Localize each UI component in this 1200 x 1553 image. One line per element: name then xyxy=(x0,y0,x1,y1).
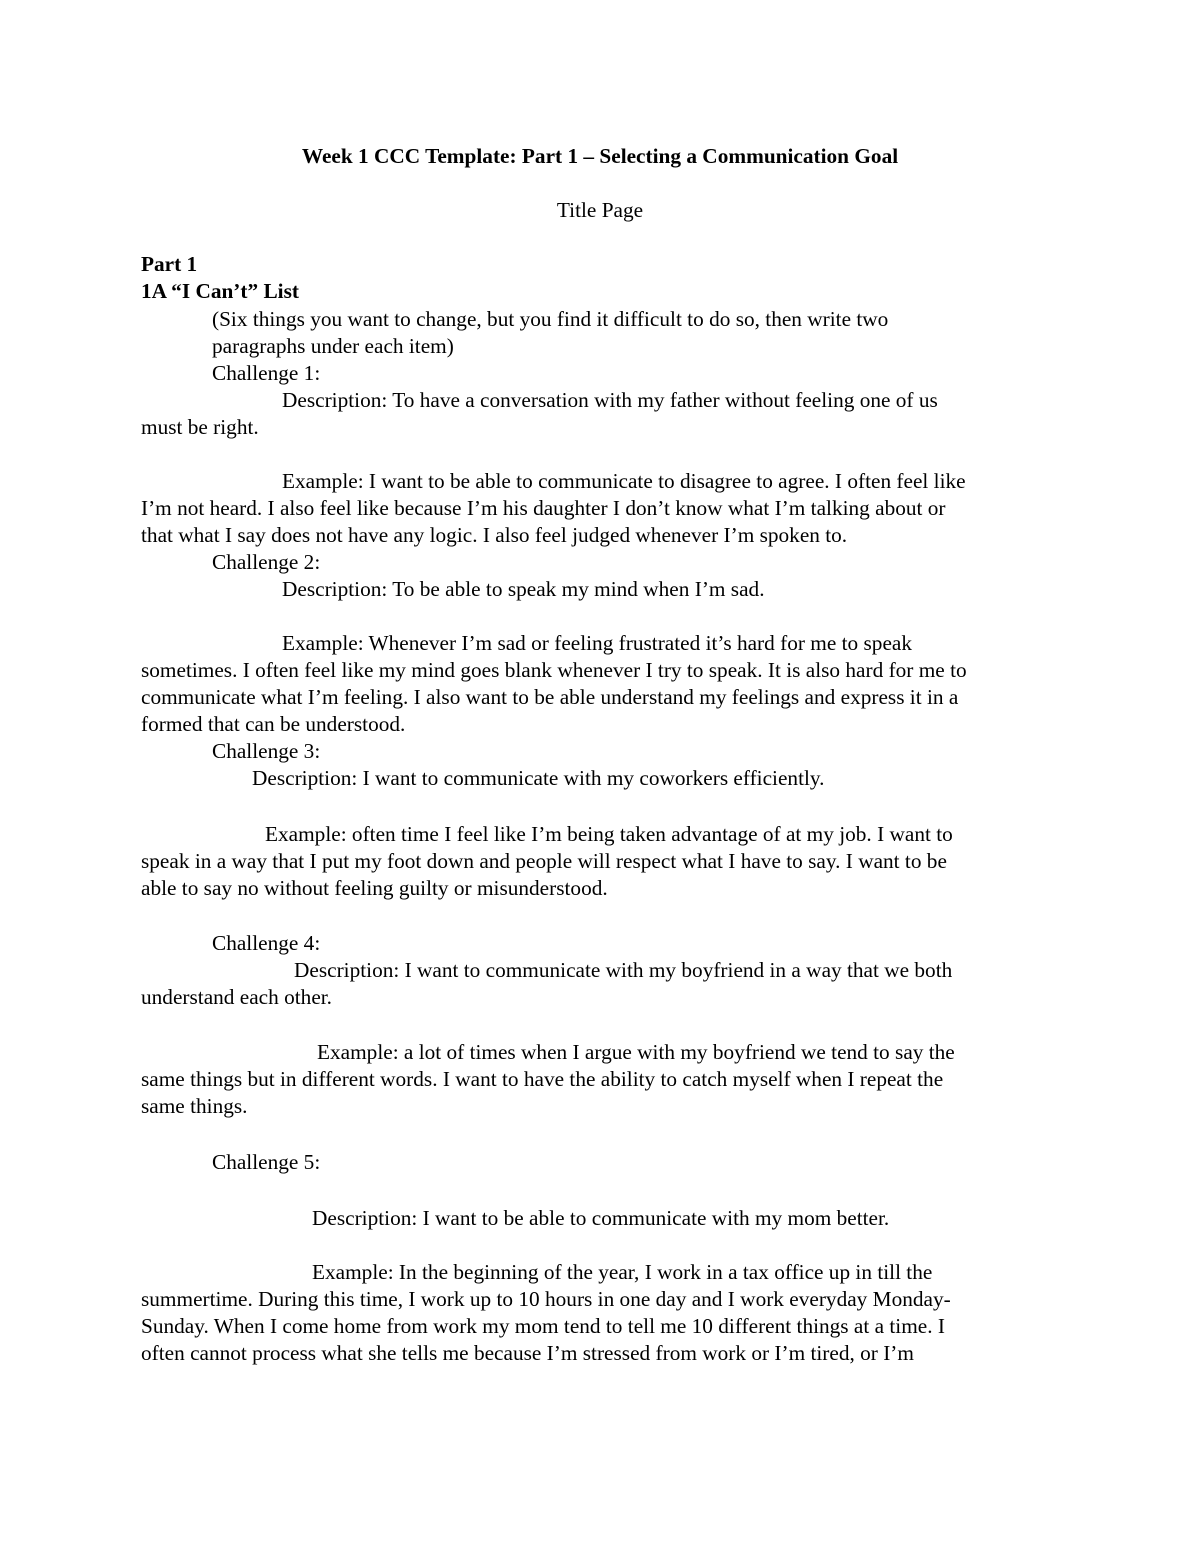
challenge-example: Example: a lot of times when I argue with my boyfriend we tend to say the xyxy=(317,1040,955,1064)
challenge-description: Description: I want to communicate with my boyfriend in a way that we both xyxy=(294,958,953,982)
document-subtitle: Title Page xyxy=(556,198,644,222)
challenge-description: Description: To have a conversation with my father without feeling one of us xyxy=(282,388,938,412)
challenge-label: Challenge 2: xyxy=(212,550,321,574)
instructions-line: (Six things you want to change, but you find it difficult to do so, then write two xyxy=(212,307,889,331)
challenge-example: that what I say does not have any logic. I also feel judged whenever I’m spoken to. xyxy=(141,523,848,547)
section-heading: 1A “I Can’t” List xyxy=(141,279,299,303)
challenge-example: Example: In the beginning of the year, I work in a tax office up in till the xyxy=(312,1260,933,1284)
challenge-example: speak in a way that I put my foot down and people will respect what I have to say. I want to be xyxy=(141,849,947,873)
challenge-description: must be right. xyxy=(141,415,259,439)
challenge-example: formed that can be understood. xyxy=(141,712,406,736)
challenge-example: same things. xyxy=(141,1094,248,1118)
challenge-description: Description: To be able to speak my mind when I’m sad. xyxy=(282,577,765,601)
challenge-example: able to say no without feeling guilty or misunderstood. xyxy=(141,876,608,900)
document-title: Week 1 CCC Template: Part 1 – Selecting a Communication Goal xyxy=(301,144,899,168)
challenge-description: understand each other. xyxy=(141,985,333,1009)
challenge-example: sometimes. I often feel like my mind goes blank whenever I try to speak. It is also hard for me to xyxy=(141,658,967,682)
challenge-description: Description: I want to communicate with my coworkers efficiently. xyxy=(252,766,825,790)
challenge-example: Example: I want to be able to communicate to disagree to agree. I often feel like xyxy=(282,469,966,493)
challenge-example: same things but in different words. I want to have the ability to catch myself when I repeat the xyxy=(141,1067,944,1091)
challenge-label: Challenge 3: xyxy=(212,739,321,763)
challenge-label: Challenge 5: xyxy=(212,1150,321,1174)
instructions-line: paragraphs under each item) xyxy=(212,334,454,358)
challenge-example: Example: Whenever I’m sad or feeling frustrated it’s hard for me to speak xyxy=(282,631,913,655)
challenge-example: communicate what I’m feeling. I also want to be able understand my feelings and express it in a xyxy=(141,685,959,709)
challenge-label: Challenge 1: xyxy=(212,361,321,385)
challenge-example: often cannot process what she tells me because I’m stressed from work or I’m tired, or I’m xyxy=(141,1341,914,1365)
part-heading: Part 1 xyxy=(141,252,198,276)
challenge-label: Challenge 4: xyxy=(212,931,321,955)
challenge-example: summertime. During this time, I work up to 10 hours in one day and I work everyday Monday- xyxy=(141,1287,951,1311)
challenge-description: Description: I want to be able to communicate with my mom better. xyxy=(312,1206,890,1230)
challenge-example: I’m not heard. I also feel like because I’m his daughter I don’t know what I’m talking about or xyxy=(141,496,946,520)
challenge-example: Sunday. When I come home from work my mom tend to tell me 10 different things at a time. I xyxy=(141,1314,945,1338)
challenge-example: Example: often time I feel like I’m being taken advantage of at my job. I want to xyxy=(265,822,953,846)
